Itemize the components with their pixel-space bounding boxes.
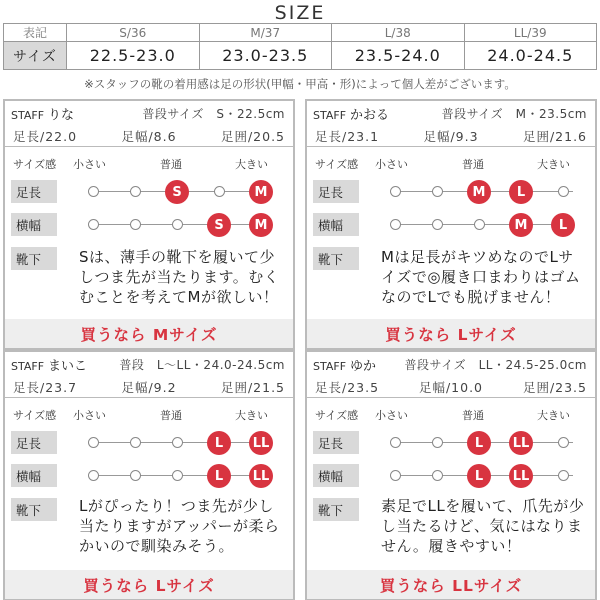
size-mark: S — [165, 180, 189, 204]
length-row — [5, 180, 293, 204]
scale-dot — [390, 437, 401, 448]
scale-labels — [307, 156, 595, 172]
foot-girth: 足囲/23.5 — [522, 379, 587, 395]
scale-dot — [172, 219, 183, 230]
scale-dot — [88, 186, 99, 197]
size-title: SIZE — [274, 2, 326, 24]
scale-dot — [88, 437, 99, 448]
staff-card — [305, 99, 597, 350]
scale-dot — [130, 219, 141, 230]
foot-length: 足長/23.1 — [315, 128, 380, 144]
scale-dot — [214, 186, 225, 197]
usual-size: 普段サイズ LL・24.5-25.0cm — [404, 357, 587, 372]
size-label-head: 表記 — [4, 24, 67, 42]
scale-dot — [474, 219, 485, 230]
foot-width: 足幅/10.0 — [418, 379, 484, 395]
size-value-row — [4, 42, 597, 70]
usual-size: 普段サイズ M・23.5cm — [441, 106, 587, 121]
row-label: 足長 — [313, 431, 359, 454]
scale-dot — [172, 437, 183, 448]
size-mark: M — [509, 213, 533, 237]
verdict: 買うなら Mサイズ — [5, 319, 293, 348]
size-label-row — [4, 24, 597, 42]
width-row — [307, 213, 595, 237]
scale-dot — [432, 219, 443, 230]
size-mark: M — [467, 180, 491, 204]
foot-girth: 足囲/20.5 — [220, 128, 285, 144]
scale-dot — [88, 470, 99, 481]
width-row — [307, 464, 595, 488]
size-mark: LL — [509, 431, 533, 455]
staff-identity — [11, 104, 74, 123]
scale-big: 大きい — [537, 158, 570, 171]
row-label: 横幅 — [11, 213, 57, 236]
foot-width: 足幅/8.6 — [121, 128, 177, 144]
staff-label: STAFF — [11, 359, 45, 373]
staff-header — [5, 352, 293, 376]
scale-dot — [390, 186, 401, 197]
size-label-cell: L/38 — [332, 24, 465, 42]
row-label: 靴下 — [11, 498, 57, 521]
staff-name: かおる — [350, 107, 390, 123]
scale-dot — [558, 186, 569, 197]
row-label: 足長 — [313, 180, 359, 203]
staff-comment: Mは足長がキツめなのでLサイズで◎履き口まわりはゴムなのでLでも脱げません！ — [381, 248, 581, 306]
size-mark: L — [207, 464, 231, 488]
size-mark: L — [467, 431, 491, 455]
row-label: 足長 — [11, 431, 57, 454]
usual-size: 普段 L～LL・24.0-24.5cm — [119, 357, 285, 372]
scale-dot — [88, 219, 99, 230]
size-value-cell: 24.0-24.5 — [464, 42, 597, 70]
fit-note: ※スタッフの靴の着用感は足の形状(甲幅・甲高・形)によって個人差がございます。 — [84, 77, 516, 91]
size-label-cell: M/37 — [199, 24, 332, 42]
scale-title: サイズ感 — [13, 158, 57, 171]
size-value-head: サイズ — [4, 42, 67, 70]
scale-small: 小さい — [375, 158, 408, 171]
row-label: 横幅 — [11, 464, 57, 487]
scale-small: 小さい — [375, 409, 408, 422]
staff-label: STAFF — [11, 108, 45, 122]
scale-mid: 普通 — [462, 158, 484, 171]
staff-name: ゆか — [350, 358, 377, 374]
scale-big: 大きい — [537, 409, 570, 422]
size-mark: LL — [249, 464, 273, 488]
scale-dot — [432, 437, 443, 448]
scale-title: サイズ感 — [315, 409, 359, 422]
scale-small: 小さい — [73, 409, 106, 422]
foot-length: 足長/23.5 — [315, 379, 380, 395]
width-row — [5, 213, 293, 237]
foot-measurements — [307, 376, 595, 398]
size-mark: L — [467, 464, 491, 488]
staff-label: STAFF — [313, 359, 347, 373]
staff-card — [3, 350, 295, 600]
staff-name: まいこ — [48, 358, 88, 374]
scale-dot — [432, 470, 443, 481]
scale-mid: 普通 — [160, 409, 182, 422]
size-mark: L — [207, 431, 231, 455]
verdict: 買うなら LLサイズ — [307, 570, 595, 599]
scale-dot — [390, 219, 401, 230]
verdict: 買うなら Lサイズ — [307, 319, 595, 348]
length-row — [307, 431, 595, 455]
staff-comment: Lがぴったり！つま先が少し当たりますがアッパーが柔らかいので馴染みそう。 — [79, 497, 280, 555]
foot-length: 足長/22.0 — [13, 128, 78, 144]
staff-comment: 素足でLLを履いて、爪先が少し当たるけど、気にはなりません。履きやすい！ — [381, 497, 585, 555]
foot-girth: 足囲/21.5 — [220, 379, 285, 395]
foot-girth: 足囲/21.6 — [522, 128, 587, 144]
length-row — [5, 431, 293, 455]
scale-labels — [5, 156, 293, 172]
size-mark: M — [249, 180, 273, 204]
row-label: 横幅 — [313, 464, 359, 487]
scale-mid: 普通 — [160, 158, 182, 171]
scale-title: サイズ感 — [315, 158, 359, 171]
foot-measurements — [5, 376, 293, 398]
row-label: 靴下 — [11, 247, 57, 270]
length-row — [307, 180, 595, 204]
staff-header — [5, 101, 293, 125]
staff-label: STAFF — [313, 108, 347, 122]
scale-dot — [432, 186, 443, 197]
foot-measurements — [5, 125, 293, 147]
staff-comment: Sは、薄手の靴下を履いて少しつま先が当たります。むくむことを考えてMが欲しい！ — [79, 248, 280, 306]
foot-width: 足幅/9.2 — [121, 379, 177, 395]
foot-width: 足幅/9.3 — [423, 128, 479, 144]
scale-labels — [307, 407, 595, 423]
size-value-cell: 22.5-23.0 — [67, 42, 200, 70]
scale-big: 大きい — [235, 409, 268, 422]
staff-header — [307, 352, 595, 376]
scale-dot — [172, 470, 183, 481]
size-mark: LL — [249, 431, 273, 455]
scale-dot — [558, 470, 569, 481]
foot-length: 足長/23.7 — [13, 379, 78, 395]
size-value-cell: 23.0-23.5 — [199, 42, 332, 70]
size-value-cell: 23.5-24.0 — [332, 42, 465, 70]
width-row — [5, 464, 293, 488]
scale-dot — [130, 186, 141, 197]
scale-title: サイズ感 — [13, 409, 57, 422]
scale-big: 大きい — [235, 158, 268, 171]
scale-labels — [5, 407, 293, 423]
size-mark: LL — [509, 464, 533, 488]
scale-dot — [558, 437, 569, 448]
staff-card — [3, 99, 295, 350]
staff-identity — [313, 104, 389, 123]
size-mark: S — [207, 213, 231, 237]
size-mark: M — [249, 213, 273, 237]
staff-identity — [313, 355, 376, 374]
scale-mid: 普通 — [462, 409, 484, 422]
staff-header — [307, 101, 595, 125]
size-table — [3, 23, 597, 70]
row-label: 靴下 — [313, 498, 359, 521]
row-label: 足長 — [11, 180, 57, 203]
staff-identity — [11, 355, 87, 374]
size-mark: L — [551, 213, 575, 237]
scale-dot — [130, 470, 141, 481]
staff-card — [305, 350, 597, 600]
row-label: 横幅 — [313, 213, 359, 236]
size-mark: L — [509, 180, 533, 204]
staff-name: りな — [48, 107, 75, 123]
usual-size: 普段サイズ S・22.5cm — [142, 106, 285, 121]
row-label: 靴下 — [313, 247, 359, 270]
size-label-cell: LL/39 — [464, 24, 597, 42]
foot-measurements — [307, 125, 595, 147]
scale-dot — [390, 470, 401, 481]
verdict: 買うなら Lサイズ — [5, 570, 293, 599]
scale-dot — [130, 437, 141, 448]
size-label-cell: S/36 — [67, 24, 200, 42]
scale-small: 小さい — [73, 158, 106, 171]
